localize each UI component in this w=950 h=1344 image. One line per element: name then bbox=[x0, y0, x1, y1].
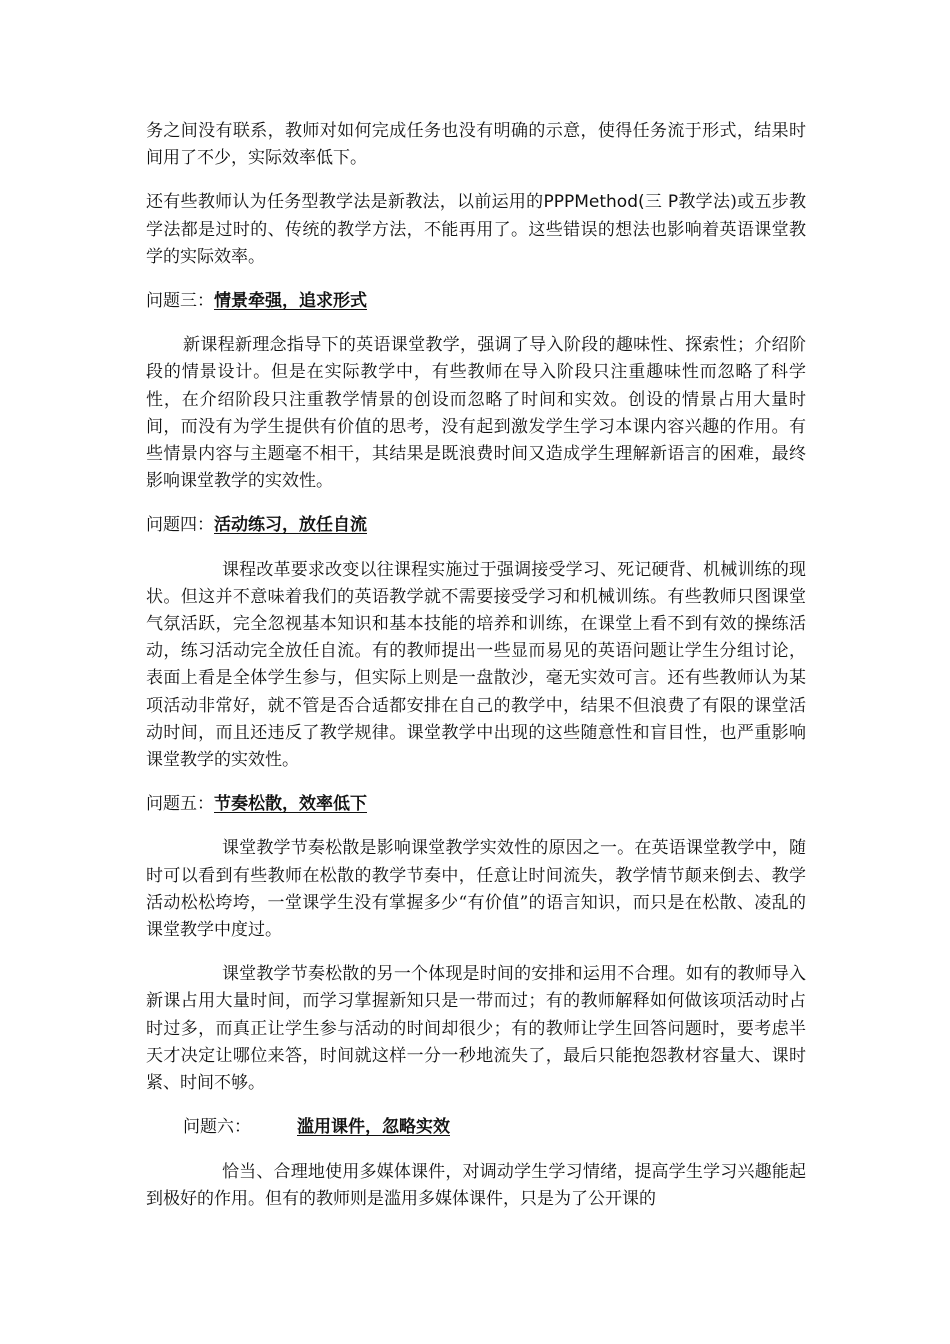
heading-title: 情景牵强，追求形式 bbox=[214, 291, 367, 312]
paragraph-text: 教学法)或五步教学法都是过时的、传统的教学方法，不能再用了。这些错误的想法也影响着英语课堂教学的实际效率。 bbox=[146, 192, 807, 267]
heading-problem-three bbox=[146, 288, 806, 315]
paragraph-task-method-misconception bbox=[146, 189, 806, 271]
heading-prefix: 问题五： bbox=[146, 794, 214, 815]
ppp-method-term: PPPMethod(三 P bbox=[543, 192, 679, 213]
heading-problem-five bbox=[146, 791, 806, 818]
heading-problem-four bbox=[146, 512, 806, 539]
heading-prefix: 问题三： bbox=[146, 291, 214, 312]
document-body bbox=[146, 118, 806, 1230]
heading-problem-six bbox=[146, 1114, 806, 1141]
heading-prefix: 问题六： bbox=[183, 1117, 251, 1138]
paragraph-multimedia-courseware: 恰当、合理地使用多媒体课件，对调动学生学习情绪，提高学生学习兴趣能起到极好的作用。但有的教师则是滥用多媒体课件，只是为了公开课的 bbox=[146, 1161, 806, 1209]
paragraph-task-no-connection: 务之间没有联系，教师对如何完成任务也没有明确的示意，使得任务流于形式，结果时间用了不少，实际效率低下。 bbox=[146, 121, 806, 169]
paragraph-activity-practice: 课程改革要求改变以往课程实施过于强调接受学习、死记硬背、机械训练的现状。但这并不意味着我们的英语教学就不需要接受学习和机械训练。有些教师只图课堂气氛活跃，完全忽视基本知识和基本技能的培养和训练，在课堂上看不到有效的操练活动，练习活动完全放任自流。有的教师提出一些显而易见的英语问题让学生分组讨论，表面上看是全体学生参与，但实际上则是一盘散沙，毫无实效可言。还有些教师认为某项活动非常好，就不管是否合适都安排在自己的教学中，结果不但浪费了有限的课堂活动时间，而且还违反了教学规律。课堂教学中出现的这些随意性和盲目性，也严重影响课堂教学的实效性。 bbox=[146, 559, 806, 771]
heading-title: 滥用课件，忽略实效 bbox=[297, 1117, 450, 1138]
paragraph-text: 还有些教师认为任务型教学法是新教法，以前运用的 bbox=[146, 192, 544, 213]
heading-title: 节奏松散，效率低下 bbox=[214, 794, 367, 815]
paragraph-time-arrangement: 课堂教学节奏松散的另一个体现是时间的安排和运用不合理。如有的教师导入新课占用大量时间，而学习掌握新知只是一带而过；有的教师解释如何做该项活动时占时过多，而真正让学生参与活动的时间却很少；有的教师让学生回答问题时，要考虑半天才决定让哪位来答，时间就这样一分一秒地流失了，最后只能抱怨教材容量大、课时紧、时间不够。 bbox=[146, 964, 806, 1094]
heading-prefix: 问题四： bbox=[146, 515, 214, 536]
heading-title: 活动练习，放任自流 bbox=[214, 515, 367, 536]
paragraph-scenario-design: 新课程新理念指导下的英语课堂教学，强调了导入阶段的趣味性、探索性；介绍阶段的情景设计。但是在实际教学中，有些教师在导入阶段只注重趣味性而忽略了科学性，在介绍阶段只注重教学情景的创设而忽略了时间和实效。创设的情景占用大量时间，而没有为学生提供有价值的思考，没有起到激发学生学习本课内容兴趣的作用。有些情景内容与主题毫不相干，其结果是既浪费时间又造成学生理解新语言的困难，最终影响课堂教学的实效性。 bbox=[146, 335, 806, 492]
paragraph-loose-rhythm: 课堂教学节奏松散是影响课堂教学实效性的原因之一。在英语课堂教学中，随时可以看到有些教师在松散的教学节奏中，任意让时间流失，教学情节颠来倒去、教学活动松松垮垮，一堂课学生没有掌握多少“有价值”的语言知识，而只是在松散、凌乱的课堂教学中度过。 bbox=[146, 838, 806, 941]
